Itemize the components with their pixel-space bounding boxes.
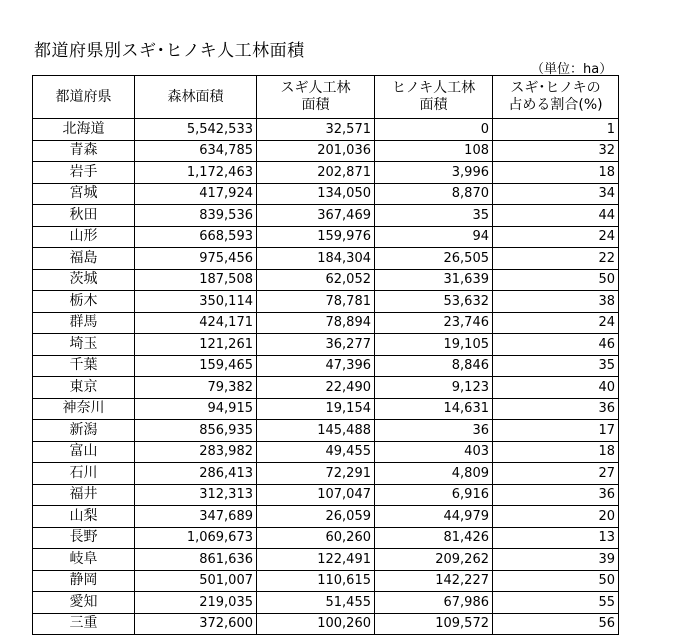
cell-hinoki-area: 81,426 [375,527,493,549]
cell-sugi-area: 47,396 [257,355,375,377]
cell-sugi-area: 78,894 [257,312,375,334]
cell-hinoki-area: 36 [375,420,493,442]
table-row [33,291,619,313]
cell-sugi-area: 100,260 [257,613,375,635]
table-row [33,312,619,334]
cell-prefecture: 群馬 [33,312,135,334]
cell-ratio: 50 [493,269,619,291]
cell-sugi-area: 110,615 [257,570,375,592]
cell-prefecture: 岩手 [33,162,135,184]
cell-ratio: 38 [493,291,619,313]
header-sugi-line1: スギ人工林 [280,80,351,96]
header-hinoki-line1: ヒノキ人工林 [391,80,476,96]
cell-ratio: 1 [493,119,619,141]
cell-ratio: 50 [493,570,619,592]
cell-forest-area: 372,600 [135,613,257,635]
table-row [33,205,619,227]
header-ratio [493,76,619,119]
table-row [33,183,619,205]
cell-prefecture: 青森 [33,140,135,162]
cell-sugi-area: 22,490 [257,377,375,399]
cell-sugi-area: 107,047 [257,484,375,506]
table-row [33,463,619,485]
cell-hinoki-area: 142,227 [375,570,493,592]
cell-hinoki-area: 3,996 [375,162,493,184]
cell-prefecture: 埼玉 [33,334,135,356]
cell-ratio: 22 [493,248,619,270]
header-sugi-line2: 面積 [301,97,330,113]
table-row [33,549,619,571]
table-body [33,119,619,635]
cell-ratio: 46 [493,334,619,356]
cell-forest-area: 219,035 [135,592,257,614]
cell-forest-area: 94,915 [135,398,257,420]
table-row [33,420,619,442]
table-row [33,484,619,506]
cell-forest-area: 839,536 [135,205,257,227]
table-row [33,506,619,528]
cell-forest-area: 350,114 [135,291,257,313]
cell-hinoki-area: 8,870 [375,183,493,205]
cell-prefecture: 福井 [33,484,135,506]
table-row [33,377,619,399]
cell-prefecture: 宮城 [33,183,135,205]
table-row [33,248,619,270]
cell-forest-area: 286,413 [135,463,257,485]
cell-ratio: 13 [493,527,619,549]
cell-forest-area: 634,785 [135,140,257,162]
cell-forest-area: 312,313 [135,484,257,506]
cell-forest-area: 121,261 [135,334,257,356]
cell-prefecture: 岐阜 [33,549,135,571]
cell-sugi-area: 49,455 [257,441,375,463]
cell-ratio: 35 [493,355,619,377]
cell-forest-area: 283,982 [135,441,257,463]
cell-sugi-area: 201,036 [257,140,375,162]
table-row [33,527,619,549]
cell-hinoki-area: 109,572 [375,613,493,635]
cell-prefecture: 茨城 [33,269,135,291]
cell-prefecture: 神奈川 [33,398,135,420]
cell-prefecture: 新潟 [33,420,135,442]
cell-prefecture: 北海道 [33,119,135,141]
cell-sugi-area: 36,277 [257,334,375,356]
cell-sugi-area: 159,976 [257,226,375,248]
cell-forest-area: 347,689 [135,506,257,528]
cell-ratio: 27 [493,463,619,485]
header-row [33,76,619,119]
cell-ratio: 18 [493,441,619,463]
table-row [33,119,619,141]
cell-forest-area: 187,508 [135,269,257,291]
table-row [33,613,619,635]
cell-forest-area: 861,636 [135,549,257,571]
cell-prefecture: 福島 [33,248,135,270]
table-row [33,592,619,614]
cell-prefecture: 千葉 [33,355,135,377]
cell-ratio: 39 [493,549,619,571]
cell-hinoki-area: 209,262 [375,549,493,571]
cell-forest-area: 5,542,533 [135,119,257,141]
cell-forest-area: 1,069,673 [135,527,257,549]
cell-ratio: 17 [493,420,619,442]
cell-prefecture: 三重 [33,613,135,635]
cell-prefecture: 富山 [33,441,135,463]
table-row [33,398,619,420]
cell-hinoki-area: 94 [375,226,493,248]
header-hinoki-line2: 面積 [419,97,448,113]
cell-hinoki-area: 26,505 [375,248,493,270]
cell-hinoki-area: 4,809 [375,463,493,485]
header-sugi-area [257,76,375,119]
forest-area-table [32,75,619,635]
unit-label: （単位：ha） [531,62,613,77]
cell-hinoki-area: 0 [375,119,493,141]
cell-sugi-area: 78,781 [257,291,375,313]
cell-ratio: 18 [493,162,619,184]
table-row [33,570,619,592]
cell-sugi-area: 19,154 [257,398,375,420]
cell-sugi-area: 367,469 [257,205,375,227]
table-row [33,269,619,291]
cell-prefecture: 栃木 [33,291,135,313]
cell-sugi-area: 72,291 [257,463,375,485]
cell-prefecture: 東京 [33,377,135,399]
cell-sugi-area: 62,052 [257,269,375,291]
cell-prefecture: 石川 [33,463,135,485]
cell-forest-area: 159,465 [135,355,257,377]
cell-sugi-area: 51,455 [257,592,375,614]
cell-prefecture: 山梨 [33,506,135,528]
cell-sugi-area: 184,304 [257,248,375,270]
cell-hinoki-area: 9,123 [375,377,493,399]
cell-sugi-area: 26,059 [257,506,375,528]
cell-hinoki-area: 23,746 [375,312,493,334]
cell-sugi-area: 202,871 [257,162,375,184]
table-row [33,334,619,356]
cell-hinoki-area: 53,632 [375,291,493,313]
cell-hinoki-area: 67,986 [375,592,493,614]
cell-ratio: 55 [493,592,619,614]
cell-ratio: 36 [493,398,619,420]
table-row [33,162,619,184]
cell-hinoki-area: 8,846 [375,355,493,377]
cell-prefecture: 愛知 [33,592,135,614]
cell-ratio: 20 [493,506,619,528]
cell-forest-area: 975,456 [135,248,257,270]
cell-prefecture: 静岡 [33,570,135,592]
header-prefecture: 都道府県 [33,76,135,119]
cell-ratio: 32 [493,140,619,162]
table-header [33,76,619,119]
cell-forest-area: 79,382 [135,377,257,399]
cell-forest-area: 417,924 [135,183,257,205]
cell-hinoki-area: 403 [375,441,493,463]
cell-ratio: 56 [493,613,619,635]
cell-ratio: 24 [493,226,619,248]
cell-forest-area: 1,172,463 [135,162,257,184]
cell-forest-area: 424,171 [135,312,257,334]
cell-sugi-area: 145,488 [257,420,375,442]
cell-hinoki-area: 31,639 [375,269,493,291]
table-row [33,355,619,377]
cell-forest-area: 668,593 [135,226,257,248]
cell-hinoki-area: 14,631 [375,398,493,420]
header-forest-area: 森林面積 [135,76,257,119]
header-ratio-line2: 占める割合(%) [508,97,603,113]
cell-ratio: 24 [493,312,619,334]
cell-ratio: 40 [493,377,619,399]
cell-hinoki-area: 6,916 [375,484,493,506]
cell-ratio: 36 [493,484,619,506]
cell-hinoki-area: 35 [375,205,493,227]
cell-ratio: 44 [493,205,619,227]
cell-sugi-area: 32,571 [257,119,375,141]
table-row [33,140,619,162]
cell-sugi-area: 134,050 [257,183,375,205]
cell-hinoki-area: 108 [375,140,493,162]
page-title: 都道府県別スギ･ヒノキ人工林面積 [34,41,305,61]
cell-prefecture: 長野 [33,527,135,549]
cell-sugi-area: 60,260 [257,527,375,549]
table-row [33,441,619,463]
table-row [33,226,619,248]
cell-prefecture: 秋田 [33,205,135,227]
cell-forest-area: 501,007 [135,570,257,592]
cell-ratio: 34 [493,183,619,205]
cell-hinoki-area: 44,979 [375,506,493,528]
cell-prefecture: 山形 [33,226,135,248]
cell-sugi-area: 122,491 [257,549,375,571]
cell-forest-area: 856,935 [135,420,257,442]
header-hinoki-area [375,76,493,119]
cell-hinoki-area: 19,105 [375,334,493,356]
header-ratio-line1: スギ･ヒノキの [510,80,601,96]
